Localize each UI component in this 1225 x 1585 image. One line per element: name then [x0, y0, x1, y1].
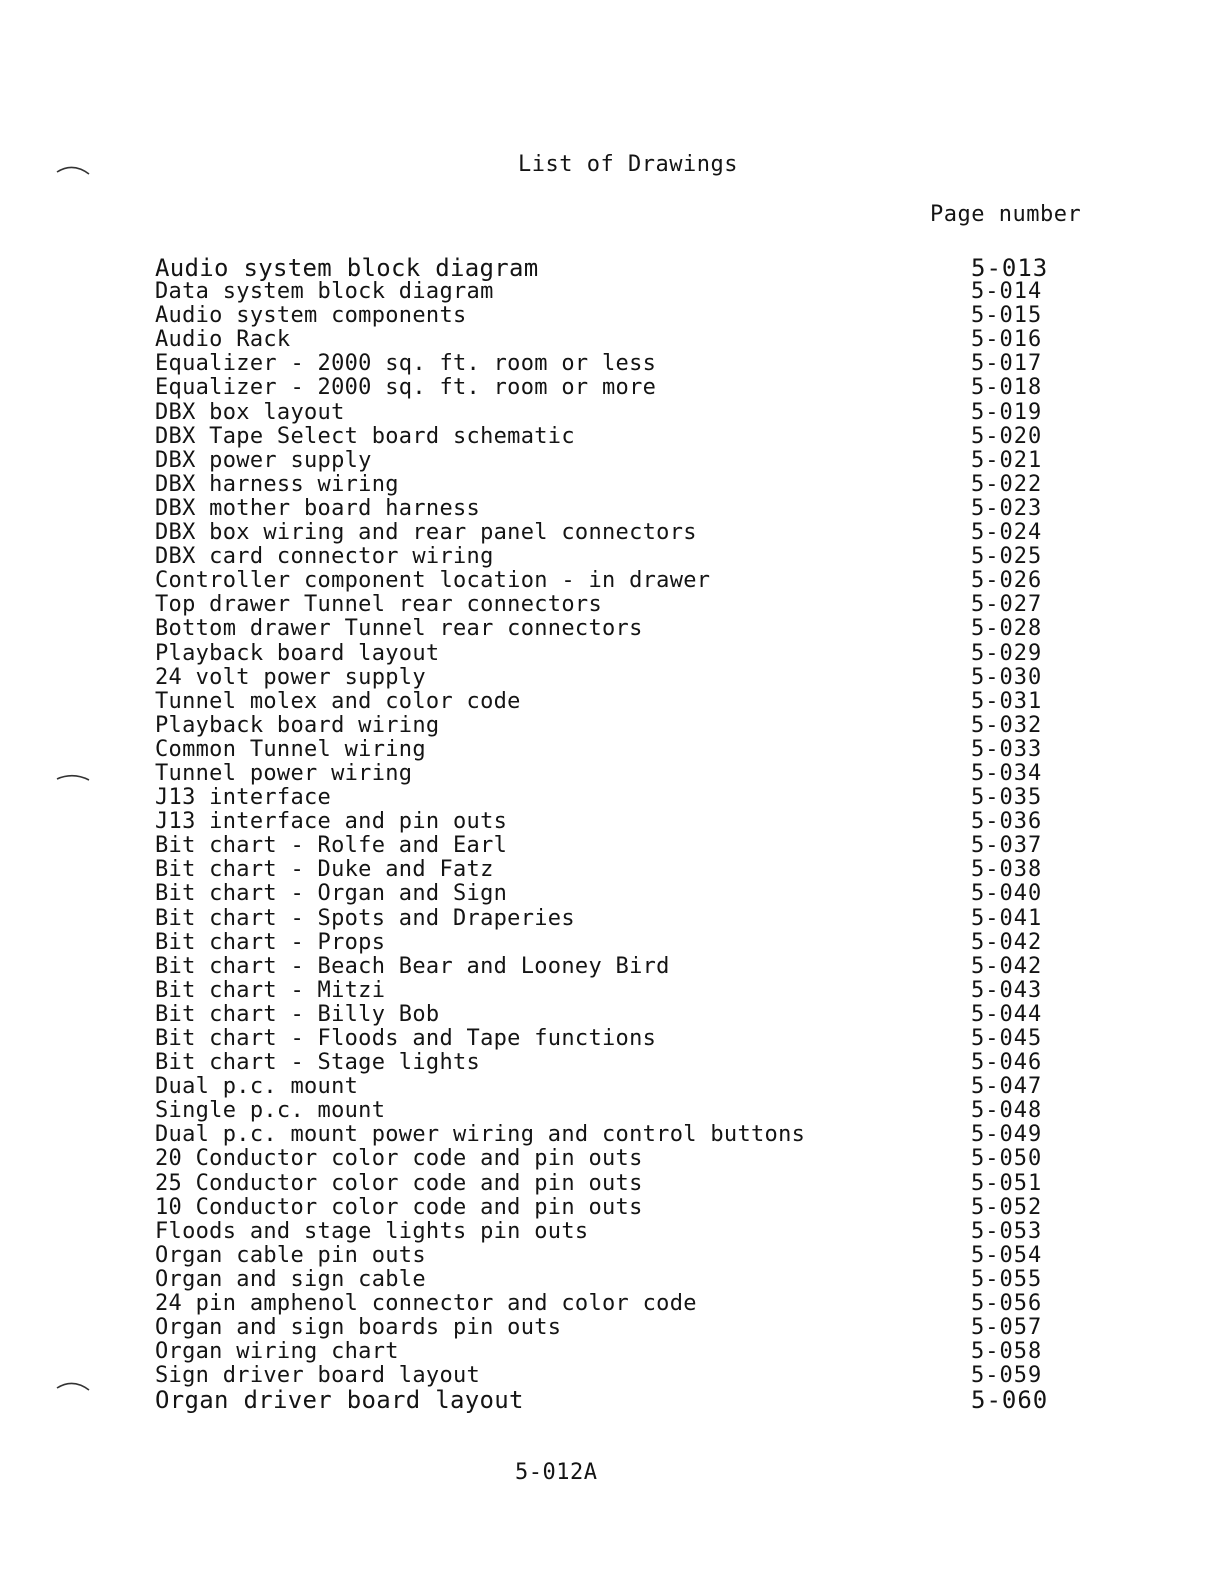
drawing-page-number: 5-047 — [971, 1074, 1043, 1100]
drawing-title: Bit chart - Organ and Sign — [155, 881, 508, 907]
drawing-title: DBX Tape Select board schematic — [155, 423, 575, 449]
drawing-page-number: 5-032 — [971, 712, 1043, 738]
list-item — [155, 617, 1055, 641]
binder-hole-mark-icon — [55, 1378, 91, 1392]
drawing-page-number: 5-030 — [971, 664, 1043, 690]
list-item — [155, 401, 1055, 425]
drawing-page-number: 5-041 — [971, 905, 1043, 931]
list-item — [155, 1244, 1055, 1268]
drawing-page-number: 5-017 — [971, 351, 1043, 377]
drawing-page-number: 5-024 — [971, 520, 1043, 546]
drawing-title: 25 Conductor color code and pin outs — [155, 1170, 643, 1196]
drawing-page-number: 5-057 — [971, 1315, 1043, 1341]
list-item — [155, 955, 1055, 979]
drawing-title: Common Tunnel wiring — [155, 736, 426, 762]
drawing-page-number: 5-042 — [971, 953, 1043, 979]
list-item — [155, 1220, 1055, 1244]
drawing-page-number: 5-025 — [971, 544, 1043, 570]
drawings-list — [155, 256, 1055, 1413]
list-item — [155, 1027, 1055, 1051]
list-item — [155, 473, 1055, 497]
drawing-title: Playback board layout — [155, 640, 440, 666]
list-item — [155, 979, 1055, 1003]
list-item — [155, 497, 1055, 521]
list-item — [155, 931, 1055, 955]
drawing-page-number: 5-046 — [971, 1050, 1043, 1076]
drawing-title: Audio system block diagram — [155, 254, 539, 282]
list-item — [155, 642, 1055, 666]
drawing-page-number: 5-036 — [971, 809, 1043, 835]
drawing-title: Dual p.c. mount power wiring and control buttons — [155, 1122, 806, 1148]
drawing-title: Tunnel molex and color code — [155, 688, 521, 714]
drawing-title: Organ cable pin outs — [155, 1242, 426, 1268]
binder-hole-mark-icon — [55, 770, 91, 784]
drawing-page-number: 5-052 — [971, 1194, 1043, 1220]
drawing-title: Bit chart - Beach Bear and Looney Bird — [155, 953, 670, 979]
drawing-page-number: 5-014 — [971, 279, 1043, 305]
drawing-page-number: 5-023 — [971, 495, 1043, 521]
drawing-title: Sign driver board layout — [155, 1363, 481, 1389]
list-item — [155, 1003, 1055, 1027]
drawing-title: Data system block diagram — [155, 279, 494, 305]
drawing-title: DBX card connector wiring — [155, 544, 494, 570]
page-number-column-header: Page number — [930, 202, 1082, 227]
list-item — [155, 738, 1055, 762]
drawing-page-number: 5-050 — [971, 1146, 1043, 1172]
drawing-title: Audio system components — [155, 303, 467, 329]
drawing-page-number: 5-037 — [971, 833, 1043, 859]
drawing-page-number: 5-021 — [971, 447, 1043, 473]
drawing-page-number: 5-034 — [971, 760, 1043, 786]
list-item — [155, 1340, 1055, 1364]
drawing-title: Playback board wiring — [155, 712, 440, 738]
drawing-page-number: 5-033 — [971, 736, 1043, 762]
list-item — [155, 280, 1055, 304]
drawing-title: 10 Conductor color code and pin outs — [155, 1194, 643, 1220]
list-item — [155, 858, 1055, 882]
drawing-page-number: 5-019 — [971, 399, 1043, 425]
drawing-page-number: 5-026 — [971, 568, 1043, 594]
drawing-title: DBX power supply — [155, 447, 372, 473]
drawing-page-number: 5-044 — [971, 1001, 1043, 1027]
list-item — [155, 882, 1055, 906]
list-item — [155, 1196, 1055, 1220]
drawing-title: Equalizer - 2000 sq. ft. room or less — [155, 351, 657, 377]
drawing-title: Audio Rack — [155, 327, 291, 353]
drawing-title: Bottom drawer Tunnel rear connectors — [155, 616, 643, 642]
drawing-title: DBX mother board harness — [155, 495, 481, 521]
drawing-title: Organ driver board layout — [155, 1386, 524, 1415]
list-item — [155, 834, 1055, 858]
drawing-page-number: 5-040 — [971, 881, 1043, 907]
drawing-title: Bit chart - Billy Bob — [155, 1001, 440, 1027]
drawing-title: Bit chart - Floods and Tape functions — [155, 1026, 657, 1051]
drawing-title: Organ wiring chart — [155, 1339, 399, 1365]
list-item — [155, 1268, 1055, 1292]
list-item — [155, 376, 1055, 400]
drawing-title: Dual p.c. mount — [155, 1074, 359, 1100]
drawing-title: Bit chart - Spots and Draperies — [155, 905, 575, 931]
drawing-page-number: 5-049 — [971, 1122, 1043, 1148]
drawing-title: Equalizer - 2000 sq. ft. room or more — [155, 375, 657, 401]
drawing-page-number: 5-028 — [971, 616, 1043, 642]
drawing-page-number: 5-045 — [971, 1026, 1043, 1051]
list-item — [155, 762, 1055, 786]
drawing-title: Floods and stage lights pin outs — [155, 1218, 589, 1244]
drawing-title: 20 Conductor color code and pin outs — [155, 1146, 643, 1172]
drawing-page-number: 5-048 — [971, 1098, 1043, 1124]
drawing-page-number: 5-027 — [971, 592, 1043, 618]
list-item — [155, 1051, 1055, 1075]
drawing-page-number: 5-043 — [971, 977, 1043, 1003]
drawing-page-number: 5-056 — [971, 1291, 1043, 1317]
drawing-page-number: 5-042 — [971, 929, 1043, 955]
list-item — [155, 569, 1055, 593]
drawing-title: DBX box layout — [155, 399, 345, 425]
page-title: List of Drawings — [518, 152, 738, 177]
drawing-page-number: 5-060 — [971, 1386, 1049, 1415]
list-item — [155, 425, 1055, 449]
drawing-title: 24 pin amphenol connector and color code — [155, 1291, 697, 1317]
drawing-page-number: 5-016 — [971, 327, 1043, 353]
drawing-title: Organ and sign cable — [155, 1266, 426, 1292]
drawing-page-number: 5-038 — [971, 857, 1043, 883]
list-item — [155, 786, 1055, 810]
drawing-title: Bit chart - Mitzi — [155, 977, 386, 1003]
list-item — [155, 521, 1055, 545]
drawing-title: Controller component location - in drawer — [155, 568, 711, 594]
drawing-page-number: 5-020 — [971, 423, 1043, 449]
drawing-page-number: 5-031 — [971, 688, 1043, 714]
drawing-page-number: 5-051 — [971, 1170, 1043, 1196]
list-item — [155, 666, 1055, 690]
drawing-title: Bit chart - Duke and Fatz — [155, 857, 494, 883]
drawing-title: Top drawer Tunnel rear connectors — [155, 592, 602, 618]
list-item — [155, 1075, 1055, 1099]
list-item — [155, 1147, 1055, 1171]
drawing-title: DBX box wiring and rear panel connectors — [155, 520, 697, 546]
list-item — [155, 1386, 1055, 1415]
list-item — [155, 1123, 1055, 1147]
list-item — [155, 1099, 1055, 1123]
drawing-title: Organ and sign boards pin outs — [155, 1315, 562, 1341]
drawing-title: Single p.c. mount — [155, 1098, 386, 1124]
list-item — [155, 593, 1055, 617]
drawing-page-number: 5-059 — [971, 1363, 1043, 1389]
list-item — [155, 1364, 1055, 1388]
drawing-title: 24 volt power supply — [155, 664, 426, 690]
page-footer-number: 5-012A — [515, 1460, 598, 1485]
drawing-page-number: 5-035 — [971, 785, 1043, 811]
drawing-page-number: 5-018 — [971, 375, 1043, 401]
drawing-title: DBX harness wiring — [155, 471, 399, 497]
list-item — [155, 328, 1055, 352]
list-item — [155, 810, 1055, 834]
drawing-title: Bit chart - Props — [155, 929, 386, 955]
list-item — [155, 256, 1055, 280]
drawing-title: Bit chart - Rolfe and Earl — [155, 833, 508, 859]
drawing-title: J13 interface and pin outs — [155, 809, 508, 835]
drawing-page-number: 5-013 — [971, 254, 1049, 282]
drawing-page-number: 5-029 — [971, 640, 1043, 666]
drawing-title: Bit chart - Stage lights — [155, 1050, 481, 1076]
list-item — [155, 449, 1055, 473]
drawing-page-number: 5-022 — [971, 471, 1043, 497]
list-item — [155, 545, 1055, 569]
drawing-title: Tunnel power wiring — [155, 760, 413, 786]
drawing-title: J13 interface — [155, 785, 332, 811]
drawing-page-number: 5-015 — [971, 303, 1043, 329]
list-item — [155, 1316, 1055, 1340]
list-item — [155, 907, 1055, 931]
drawing-page-number: 5-053 — [971, 1218, 1043, 1244]
drawing-page-number: 5-054 — [971, 1242, 1043, 1268]
list-item — [155, 690, 1055, 714]
drawing-page-number: 5-058 — [971, 1339, 1043, 1365]
list-item — [155, 304, 1055, 328]
list-item — [155, 714, 1055, 738]
drawing-page-number: 5-055 — [971, 1266, 1043, 1292]
list-item — [155, 352, 1055, 376]
list-item — [155, 1172, 1055, 1196]
list-item — [155, 1292, 1055, 1316]
